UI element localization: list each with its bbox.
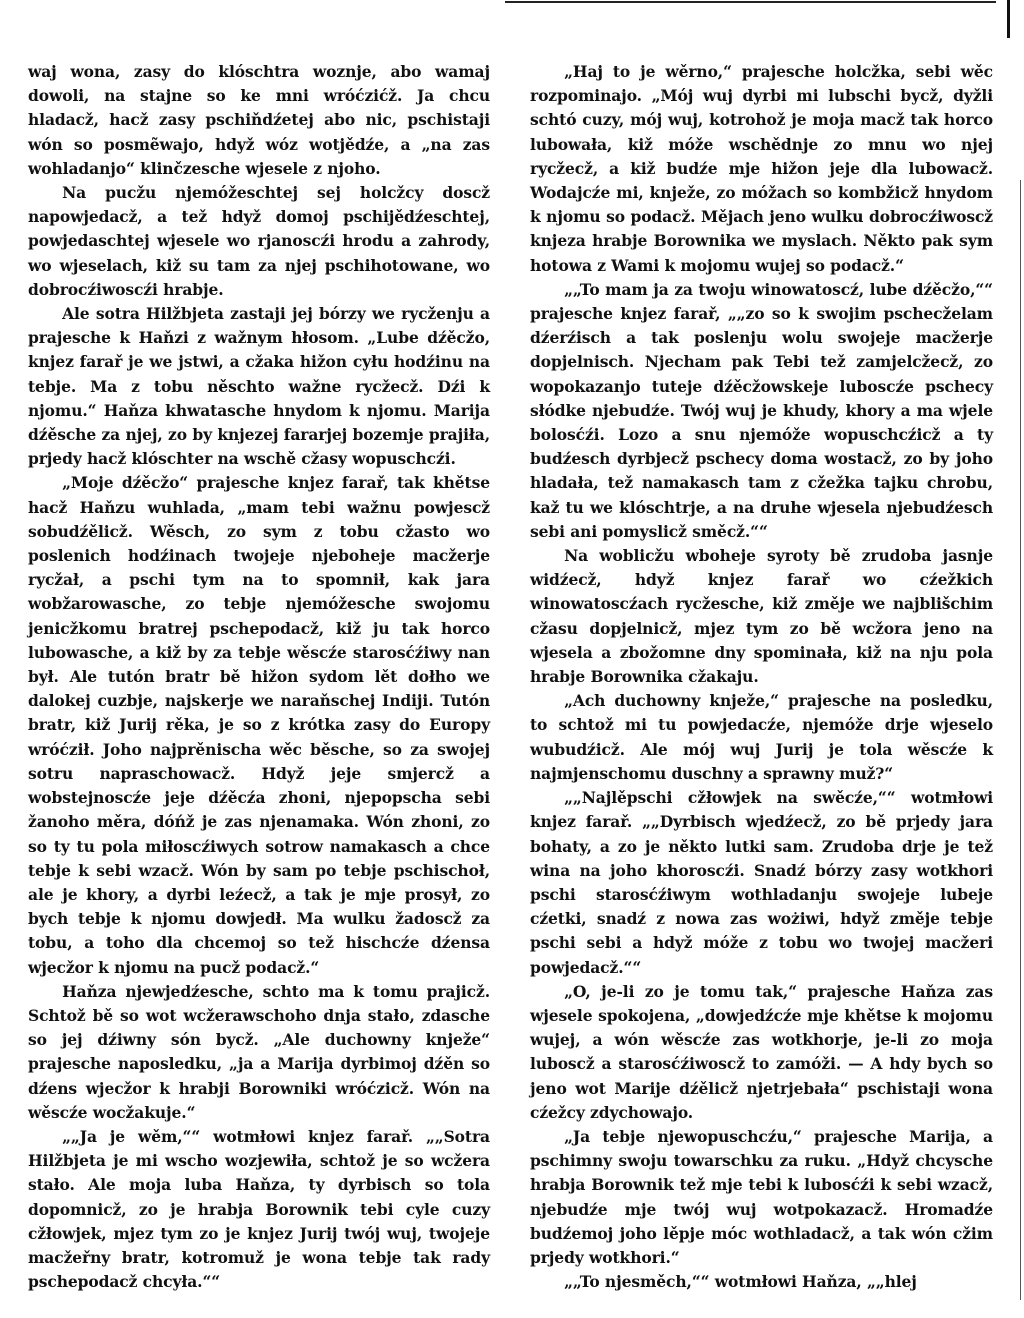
paragraph: „Ja tebje njewopuschcźu,“ prajesche Marija, a pschimny swoju towarschku za ruku. „Hdyž chcysche hrabja Borownik tež mje tebi k lubosćźi k sebi wzacž, njebudźe mje twój wuj wotpokazacž. Hromadźe budźemoj joho lěpje móc wothladacž, a tak wón cžim prjedy wotkhori.“ [530,1126,993,1267]
paragraph: „„To mam ja za twoju winowatoscź, lube dźěcžo,““ prajesche knjez farař, „„zo so k swojim pschecželam dźerźisch a tak poslenju wolu swojeje macžerje dopjelnisch. Njecham pak Tebi tež zamjelcžecž, zo wopokazanjo tuteje dźěcžowskeje luboscźe pschecy słódke njebudźe. Twój wuj je khudy, khory a ma wjele bolosćźi. Lozo a snu njemóže wopuschcźicž a ty budźesch dyrbjecž pschecy doma wostacž, zo by joho hladała, tež namakasch tam z cžežka tajku chrobu, kaž tu we klóschtrje, a na druhe wjesela njebudźesch sebi ani pomyslicž směcž.““ [530,279,993,541]
paragraph: Na pucžu njemóžeschtej sej holcžcy doscž napowjedacž, a tež hdyž domoj pschijědźeschtej, powjedaschtej wjesele wo rjanoscźi hrodu a zahrody, wo wjeselach, kiž su tam za njej pschihotowane, wo dobrocźiwoscźi hrabje. [28,183,490,299]
page-edge-rule [1020,180,1021,1300]
paragraph: „O, je-li zo je tomu tak,“ prajesche Haňza zas wjesele spokojena, „dowjedźcźe mje khětse k mojomu wujej, a wón wěscźe zas wotkhorje, je-li zo moja luboscž a starosćźiwoscž to zamóži. — A hdy bych so jeno wot Marije dźělicž njetrjebała“ pschistaji wona cźežcy zdychowajo. [530,981,993,1122]
paragraph: „Ach duchowny knježe,“ prajesche na posledku, to schtož mi tu powjedacźe, njemóže drje wjeselo wubudźicž. Ale mój wuj Jurij je tola wěscźe k najmjenschomu duschny a sprawny muž?“ [530,691,993,783]
paragraph: waj wona, zasy do klóschtra woznje, abo wamaj dowoli, na stajne so ke mni wróćzićž. Ja chcu hladacž, hacž zasy pschiňdźetej abo nic, pschistaji wón so posmẽwajo, hdyž wóz wotjědźe, a „na zas wohladanjo“ klinčzesche wjesele z njoho. [28,62,490,178]
top-rule [505,1,996,3]
right-column [530,60,993,1294]
left-column [28,60,490,1294]
paragraph: Ale sotra Hilžbjeta zastaji jej bórzy we rycženju a prajesche k Haňzi z wažnym hłosom. „Lube dźěcžo, knjez farař je we jstwi, a cžaka hižon cyłu hodźinu na tebje. Ma z tobu něschto wažne rycžecž. Dźi k njomu.“ Haňza khwatasche hnydom k njomu. Marija dźěsche za njej, zo by knjezej fararjej bozemje prajiła, prjedy hacž klóschter na wschě cžasy wopuschcźi. [28,304,490,469]
paragraph: Haňza njewjedźesche, schto ma k tomu prajicž. Schtož bě so wot wcžerawschoho dnja stało, zdasche so jej dźiwny són bycž. „Ale duchowny knježe“ prajesche naposledku, „ja a Marija dyrbimoj dźěn so dźens wjecžor k hrabji Borowniki wróćzicž. Wón na wěscźe wocžakuje.“ [28,981,490,1122]
paragraph: „„Ja je wěm,““ wotmłowi knjez farař. „„Sotra Hilžbjeta je mi wscho wozjewiła, schtož je so wcžera stało. Ale moja luba Haňza, ty dyrbisch so tola dopomnicž, zo je hrabja Borownik tebi cyle cuzy cžłowjek, mjez tym zo je knjez Jurij twój wuj, twojeje macžeřny bratr, kotromuž je wona tebje tak rady pschepodacž chcyła.““ [28,1126,490,1292]
edge-mark [1007,0,1010,38]
paragraph: „Moje dźěcžo“ prajesche knjez farař, tak khětse hacž Haňzu wuhlada, „mam tebi wažnu powjescž sobudźělicž. Wěsch, zo sym z tobu cžasto wo poslenich hodźinach twojeje njeboheje macžerje rycžał, a pschi tym na to spomnił, kak jara wobžarowasche, zo tebje njemóžesche swojomu jenicžkomu bratrej pschepodacž, kiž ju tak horco lubowasche, a kiž by za tebje wěscźe starosćźiwy nan był. Ale tutón bratr bě hižon sydom lět dołho we dalokej cuzbje, najskerje we naraňschej Indiji. Tutón bratr, kiž Jurij rěka, je so z krótka zasy do Europy wróćził. Joho najprěnischa wěc běsche, so za swojej sotru napraschowacž. Hdyž jeje smjercž a wobstejnoscźe jeje dźěcźa zhoni, njepopscha sebi žanoho měra, dóńž je zas njenamaka. Wón zhoni, zo so ty tu pola miłoscźiwych sotrow namakasch a chce tebje k sebi wzacž. Wón by sam po tebje pschischoł, ale je khory, a dyrbi leźecž, a tak je mje prosył, zo bych tebje k njomu dowjedł. Ma wulku žadoscž za tobu, a toho dla chcemoj so tež hischcźe dźensa wjecžor k njomu na pucž podacž.“ [28,473,490,977]
paragraph: Na woblicžu wboheje syroty bě zrudoba jasnje widźecž, hdyž knjez farař wo cźežkich winowatoscźach rycžesche, kiž změje we najblišchim cžasu dopjelnicž, mjez tym zo bě wcžora jeno na wjesela a zbožomne dny spominała, kiž na nju pola hrabje Borownika cžakaju. [530,546,993,687]
paragraph: „„Najlěpschi cžłowjek na swěcźe,““ wotmłowi knjez farař. „„Dyrbisch wjedźecž, zo bě prjedy jara bohaty, a zo je někto lutki sam. Zrudoba drje je tež wina na joho khoroscźi. Snadź bórzy zasy wotkhori pschi starosćźiwym wothladanju swojeje lubeje cźetki, snadź z nowa zas wożiwi, hdyž změje tebje pschi sebi a hdyž móže z tobu wo twojej macžeri powjedacž.““ [530,788,993,977]
paragraph: „„To njesměch,““ wotmłowi Haňza, „„hlej [564,1272,917,1292]
paragraph: „Haj to je wěrno,“ prajesche holcžka, sebi wěc rozpominajo. „Mój wuj dyrbi mi lubschi bycž, dyžli schtó cuzy, mój wuj, kotrohož je moja macž tak horco lubowała, kiž móže wschědnje zo mnu wo njej rycžecž, a kiž budźe mje hižon jeje dla lubowacž. Wodajcźe mi, knježe, zo móžach so kombžicž hnydom k njomu so podacž. Mějach jeno wulku dobrocźiwoscž knjeza hrabje Borownika we myslach. Někto pak sym hotowa z Wami k mojomu wujej so podacž.“ [530,62,993,275]
